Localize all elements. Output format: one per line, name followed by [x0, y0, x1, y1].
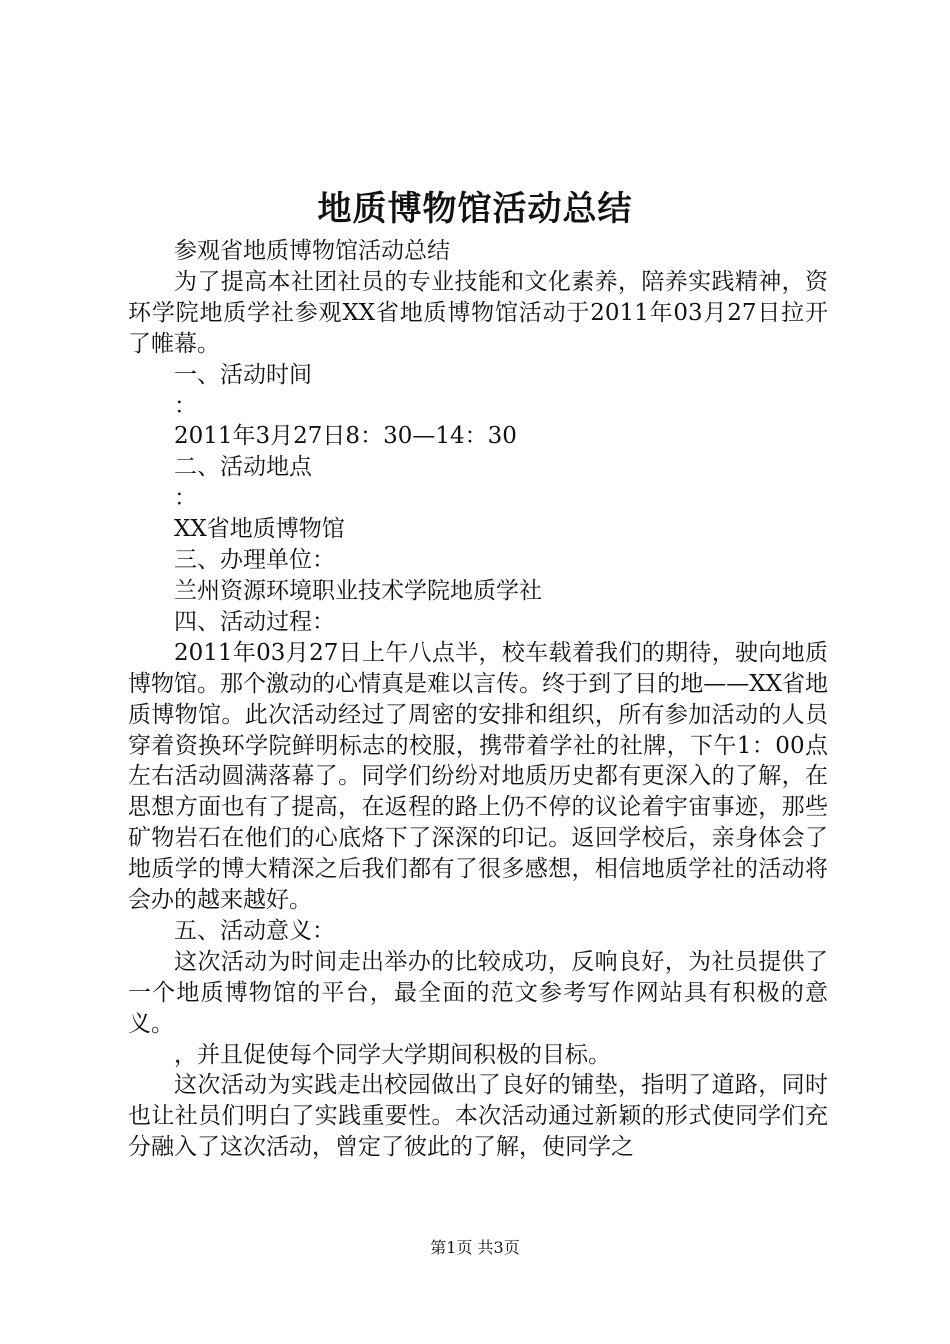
colon-line: ： — [174, 392, 197, 419]
document-body — [128, 236, 828, 1163]
page-footer: 第1页 共3页 — [430, 1238, 520, 1257]
colon-line: ： — [174, 485, 197, 512]
paragraph-subtitle: 参观省地质博物馆活动总结 — [174, 238, 450, 264]
paragraph-significance: 这次活动为时间走出举办的比较成功，反响良好，为社员提供了一个地质博物馆的平台，最全面的范文参考写作网站具有积极的意义。 — [128, 948, 828, 1037]
organizer-value: 兰州资源环境职业技术学院地质学社 — [174, 577, 542, 604]
heading-activity-process: 四、活动过程： — [174, 608, 335, 635]
paragraph-intro: 为了提高本社团社员的专业技能和文化素养，陪养实践精神，资环学院地质学社参观XX省地质博物馆活动于2011年03月27日拉开了帷幕。 — [128, 268, 828, 357]
paragraph-goal: ，并且促使每个同学大学期间积极的目标。 — [174, 1041, 611, 1068]
activity-place-value: XX省地质博物馆 — [174, 516, 345, 543]
heading-activity-place: 二、活动地点 — [174, 454, 312, 481]
heading-activity-time: 一、活动时间 — [174, 361, 312, 388]
heading-organizer: 三、办理单位： — [174, 547, 335, 574]
paragraph-practice: 这次活动为实践走出校园做出了良好的铺垫，指明了道路，同时也让社员们明白了实践重要性。本次活动通过新颖的形式使同学们充分融入了这次活动，曾定了彼此的了解，使同学之 — [128, 1072, 828, 1161]
paragraph-process: 2011年03月27日上午八点半，校车载着我们的期待，驶向地质博物馆。那个激动的心情真是难以言传。终于到了目的地——XX省地质博物馆。此次活动经过了周密的安排和组织，所有参加活动的人员穿着资换环学院鲜明标志的校服，携带着学社的社牌，下午1：00点左右活动圆满落幕了。同学们纷纷对地质历史都有更深入的了解，在思想方面也有了提高，在返程的路上仍不停的议论着宇宙事迹，那些矿物岩石在他们的心底烙下了深深的印记。返回学校后，亲身体会了地质学的博大精深之后我们都有了很多感想，相信地质学社的活动将会办的越来越好。 — [128, 639, 828, 914]
activity-time-value: 2011年3月27日8：30—14：30 — [174, 423, 517, 450]
heading-activity-significance: 五、活动意义： — [174, 917, 335, 944]
document-title: 地质博物馆活动总结 — [317, 189, 633, 229]
